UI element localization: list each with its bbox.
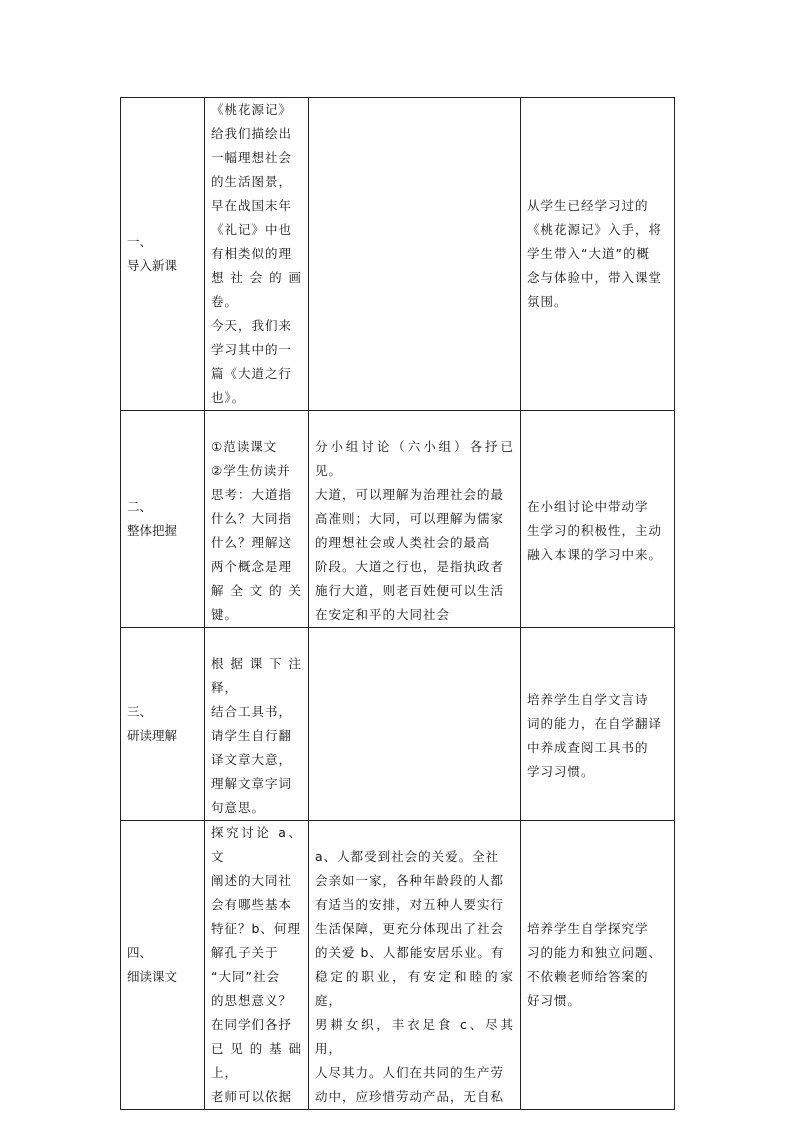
stage-cell <box>121 98 205 411</box>
stage-name: 研读理解 <box>127 728 178 743</box>
student-activity-cell <box>309 821 521 1110</box>
design-intent-cell <box>521 821 675 1110</box>
design-intent-cell <box>521 98 675 411</box>
stage-number: 三、 <box>127 704 153 719</box>
design-intent-cell <box>521 411 675 628</box>
student-activity-cell <box>309 411 521 628</box>
teacher-activity-text: 《桃花源记》 给我们描绘出 一幅理想社会 的生活图景， 早在战国末年 《礼记》中也 有相类似的理 想社会的画卷。 今天，我们来 学习其中的一 篇《大道之行 也》。 <box>211 102 302 405</box>
stage-name: 导入新课 <box>127 258 178 273</box>
student-activity-cell <box>309 98 521 411</box>
teacher-activity-cell <box>205 821 309 1110</box>
lesson-plan-table <box>120 97 675 1110</box>
teacher-activity-cell <box>205 98 309 411</box>
stage-name: 细读课文 <box>127 969 178 984</box>
design-intent-text: 培养学生自学探究学 习的能力和独立问题、 不依赖老师给答案的 好习惯。 <box>527 921 663 1008</box>
design-intent-text: 培养学生自学文言诗 词的能力，在自学翻译 中养成查阅工具书的 学习习惯。 <box>527 692 663 779</box>
stage-cell <box>121 628 205 821</box>
table-row <box>121 628 675 821</box>
student-activity-cell <box>309 628 521 821</box>
table-row <box>121 98 675 411</box>
table-row <box>121 411 675 628</box>
stage-number: 二、 <box>127 499 153 514</box>
teacher-activity-text: ①范读课文 ②学生仿读并 思考：大道指 什么？大同指 什么？理解这 两个概念是理 解全文的关键。 <box>211 439 302 622</box>
student-activity-text: a、人都受到社会的关爱。全社 会亲如一家，各种年龄段的人都 有适当的安排，对五种人要实行 生活保障，更充分体现出了社会 的关爱 b、人都能安居乐业。有 稳定的职业，有安定和睦的家庭， 男耕女织，丰衣足食 c、尽其用， 人尽其力。人们在共同的生产劳 动中，应珍惜劳动产品，无自私 <box>315 849 514 1104</box>
teacher-activity-cell <box>205 411 309 628</box>
table-row <box>121 821 675 1110</box>
stage-number: 四、 <box>127 945 153 960</box>
teacher-activity-text: 根据课下注释， 结合工具书， 请学生自行翻 译文章大意， 理解文章字词 句意思。 <box>211 656 302 815</box>
stage-cell <box>121 411 205 628</box>
teacher-activity-text: 探究讨论 a、文 阐述的大同社 会有哪些基本 特征？b、何理 解孔子关于 “大同”社会 的思想意义？ 在同学们各抒 已见的基础上， 老师可以依据 <box>211 825 302 1104</box>
design-intent-text: 从学生已经学习过的 《桃花源记》入手，将 学生带入“大道”的概 念与体验中，带入课堂 氛围。 <box>527 198 663 309</box>
stage-cell <box>121 821 205 1110</box>
stage-name: 整体把握 <box>127 523 178 538</box>
teacher-activity-cell <box>205 628 309 821</box>
student-activity-text: 分小组讨论（六小组）各抒已见。 大道，可以理解为治理社会的最 高准则；大同，可以理解为儒家 的理想社会或人类社会的最高 阶段。大道之行也，是指执政者 施行大道，则老百姓便可以生活 在安定和平的大同社会 <box>315 439 514 622</box>
stage-number: 一、 <box>127 234 153 249</box>
design-intent-text: 在小组讨论中带动学 生学习的积极性，主动 融入本课的学习中来。 <box>527 499 663 562</box>
design-intent-cell <box>521 628 675 821</box>
